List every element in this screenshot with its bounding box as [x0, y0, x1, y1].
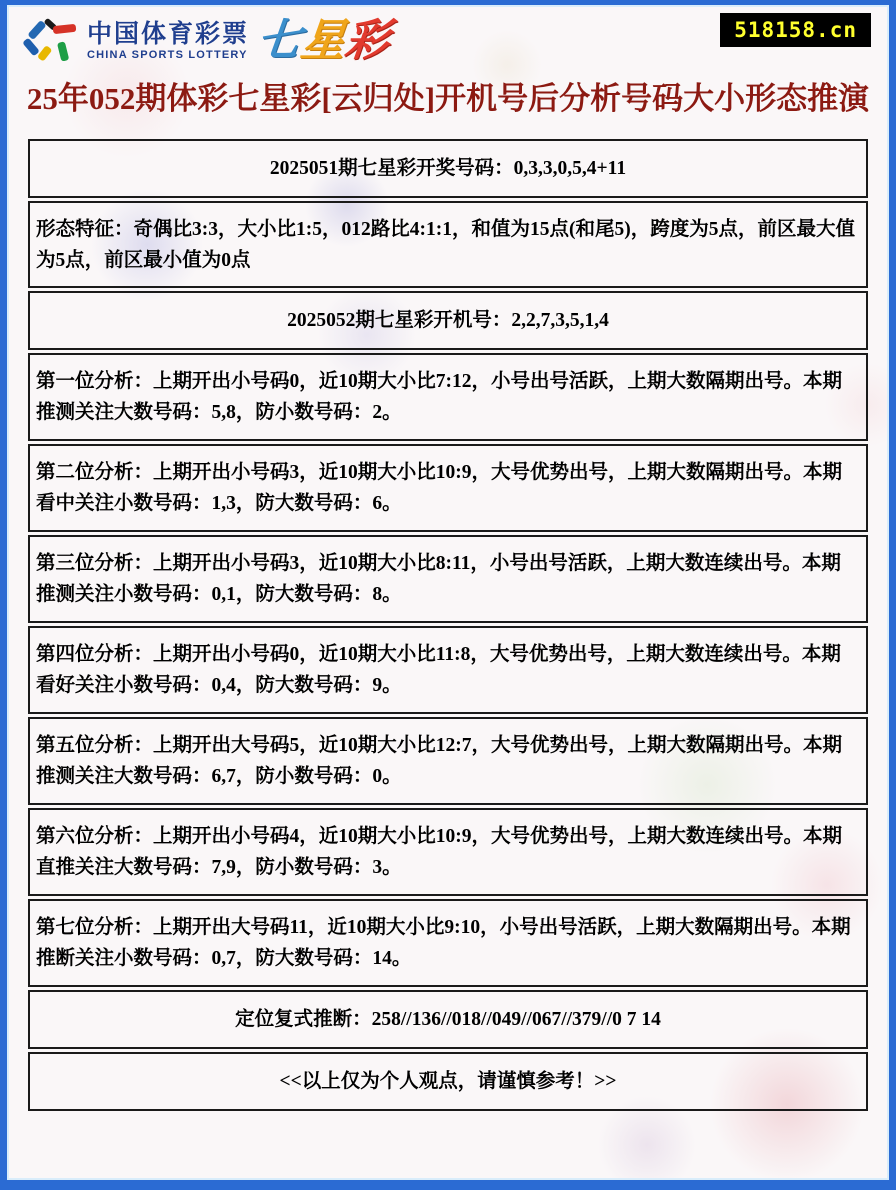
- logo-english-name: CHINA SPORTS LOTTERY: [87, 48, 248, 61]
- position-6-analysis-box: 第六位分析：上期开出小号码4，近10期大小比10:9，大号优势出号，上期大数连续出号。本期直推关注大数号码：7,9，防小数号码：3。: [28, 808, 868, 896]
- position-3-analysis-box: 第三位分析：上期开出小号码3，近10期大小比8:11，小号出号活跃，上期大数连续出号。本期推测关注小数号码：0,1，防大数号码：8。: [28, 535, 868, 623]
- logo-text: [87, 22, 249, 61]
- disclaimer-box: <<以上仅为个人观点，请谨慎参考！>>: [28, 1052, 868, 1111]
- china-sports-lottery-logo[interactable]: [23, 16, 392, 66]
- position-7-analysis-box: 第七位分析：上期开出大号码11，近10期大小比9:10，小号出号活跃，上期大数隔期出号。本期推断关注小数号码：0,7，防大数号码：14。: [28, 899, 868, 987]
- draw-result-box: 2025051期七星彩开奖号码：0,3,3,0,5,4+11: [28, 139, 868, 198]
- pattern-features-box: 形态特征：奇偶比3:3，大小比1:5，012路比4:1:1，和值为15点(和尾5)，跨度为5点，前区最大值为5点，前区最小值为0点: [28, 201, 868, 288]
- brand-char-3: 彩: [342, 16, 392, 65]
- brand-char-2: 星: [298, 16, 348, 65]
- position-5-analysis-box: 第五位分析：上期开出大号码5，近10期大小比12:7，大号优势出号，上期大数隔期出号。本期推测关注大数号码：6,7，防小数号码：0。: [28, 717, 868, 805]
- brand-char-1: 七: [254, 16, 304, 65]
- sports-lottery-logo-icon: [23, 16, 81, 66]
- logo-chinese-name: 中国体育彩票: [87, 20, 250, 48]
- page-title: 25年052期体彩七星彩[云归处]开机号后分析号码大小形态推演: [26, 81, 870, 116]
- position-4-analysis-box: 第四位分析：上期开出小号码0，近10期大小比11:8，大号优势出号，上期大数连续出号。本期看好关注小数号码：0,4，防大数号码：9。: [28, 626, 868, 714]
- header: [7, 5, 889, 65]
- position-2-analysis-box: 第二位分析：上期开出小号码3，近10期大小比10:9，大号优势出号，上期大数隔期出号。本期看中关注小数号码：1,3，防大数号码：6。: [28, 444, 868, 532]
- compound-prediction-box: 定位复式推断：258//136//018//049//067//379//0 7 14: [28, 990, 868, 1049]
- site-url-badge[interactable]: 518158.cn: [720, 13, 871, 47]
- machine-number-box: 2025052期七星彩开机号：2,2,7,3,5,1,4: [28, 291, 868, 350]
- position-1-analysis-box: 第一位分析：上期开出小号码0，近10期大小比7:12，小号出号活跃，上期大数隔期出号。本期推测关注大数号码：5,8，防小数号码：2。: [28, 353, 868, 441]
- content-boxes: [28, 139, 868, 1111]
- qixingcai-brand-logo: [254, 16, 392, 65]
